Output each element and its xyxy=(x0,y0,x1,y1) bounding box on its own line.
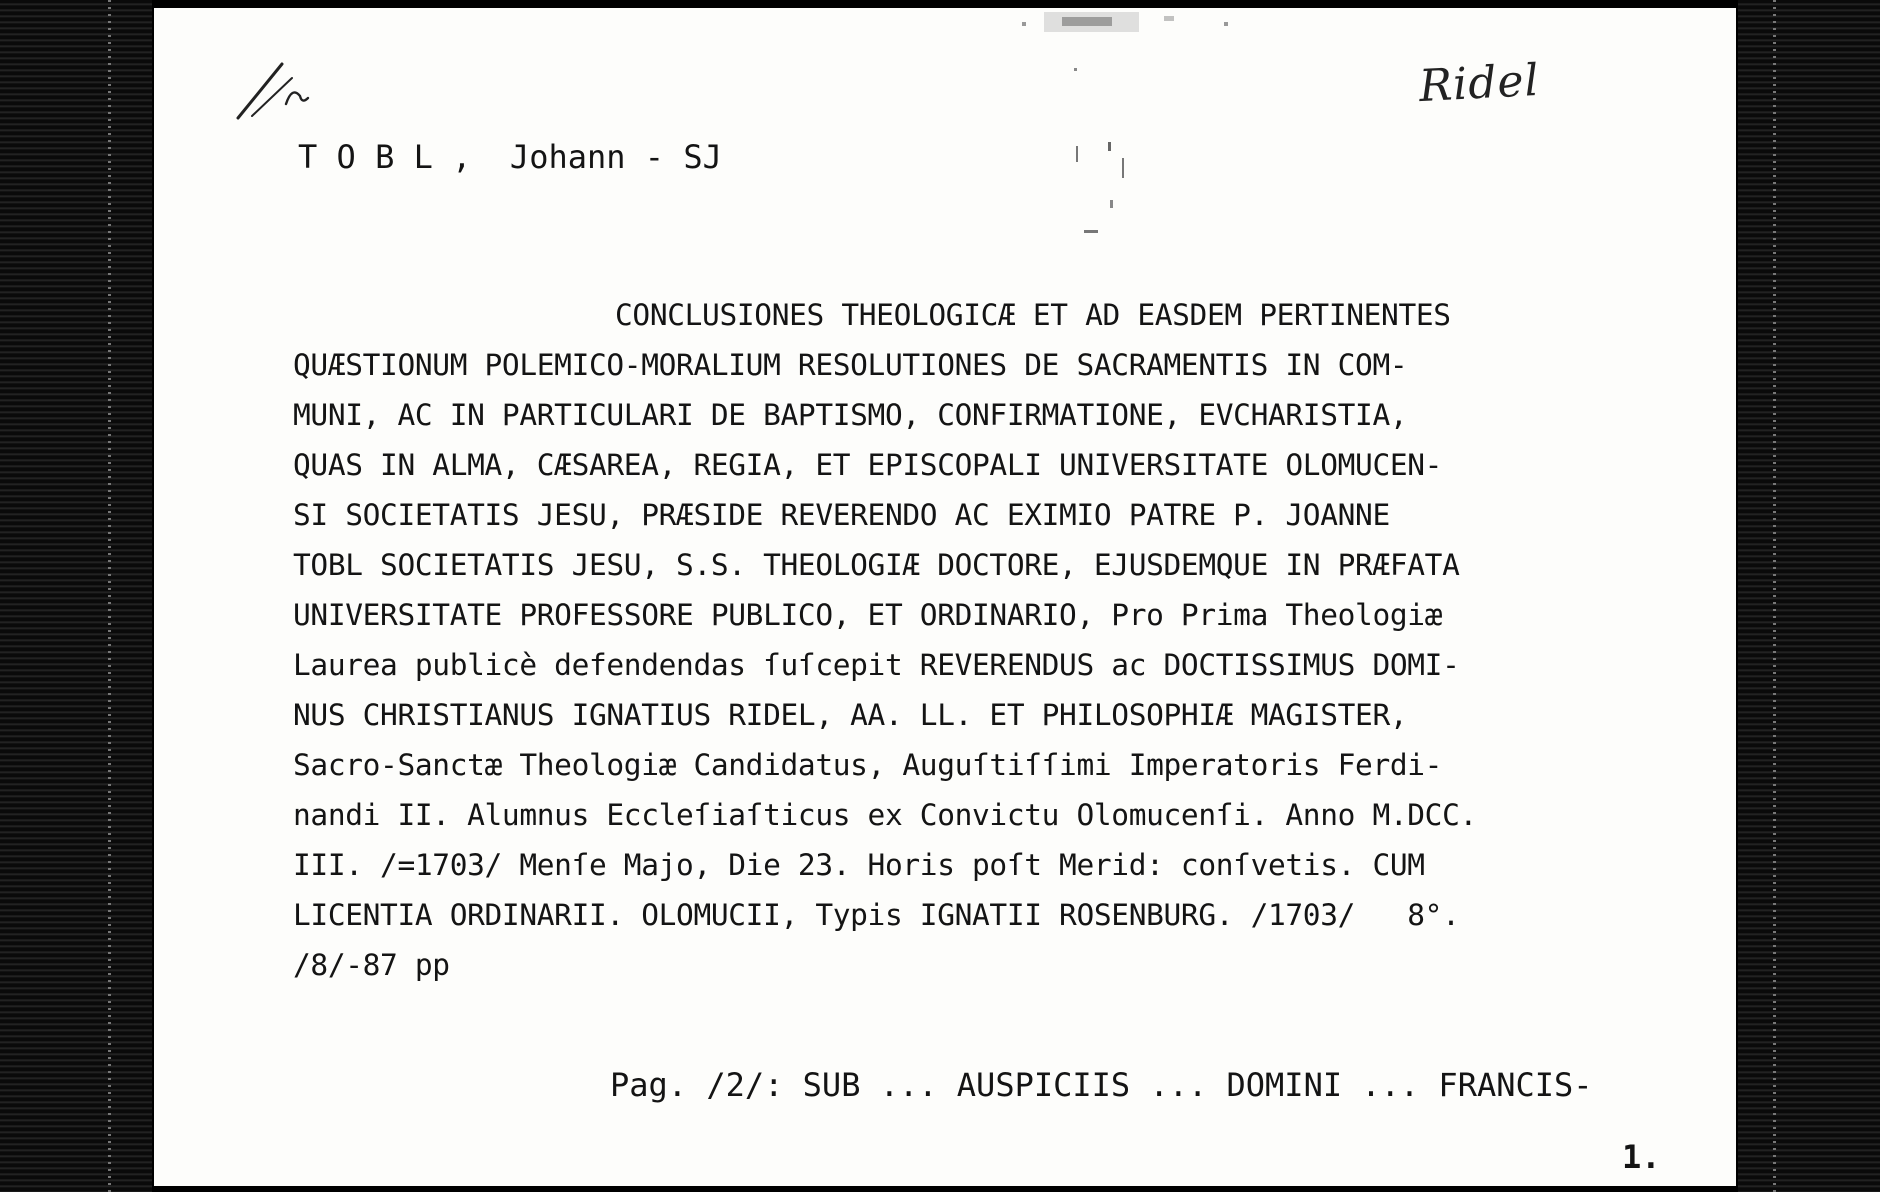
catalog-card xyxy=(154,8,1736,1186)
description-line: LICENTIA ORDINARII. OLOMUCII, Typis IGNATII ROSENBURG. /1703/ 8°. xyxy=(293,898,1460,932)
film-edge-right xyxy=(1738,0,1880,1192)
description-line: UNIVERSITATE PROFESSORE PUBLICO, ET ORDINARIO, Pro Prima Theologiæ xyxy=(293,598,1443,632)
description-line: SI SOCIETATIS JESU, PRÆSIDE REVERENDO AC EXIMIO PATRE P. JOANNE xyxy=(293,498,1390,532)
description-line: QUAS IN ALMA, CÆSAREA, REGIA, ET EPISCOPALI UNIVERSITATE OLOMUCEN- xyxy=(293,448,1443,482)
description-line: QUÆSTIONUM POLEMICO-MORALIUM RESOLUTIONES DE SACRAMENTIS IN COM- xyxy=(293,348,1408,382)
description-line: nandi II. Alumnus Eccleſiaſticus ex Convictu Olomucenſi. Anno M.DCC. xyxy=(293,798,1477,832)
description-line: III. /=1703/ Menſe Majo, Die 23. Horis poſt Merid: conſvetis. CUM xyxy=(293,848,1425,882)
handwritten-signature: Ridel xyxy=(1417,54,1541,113)
description-line: Sacro-Sanctæ Theologiæ Candidatus, Auguſtiſſimi Imperatoris Ferdi- xyxy=(293,748,1443,782)
scan-specks xyxy=(1014,8,1354,238)
description-line: /8/-87 pp xyxy=(293,948,450,982)
description-line: TOBL SOCIETATIS JESU, S.S. THEOLOGIÆ DOCTORE, EJUSDEMQUE IN PRÆFATA xyxy=(293,548,1460,582)
description-block xyxy=(293,290,1477,990)
description-line: MUNI, AC IN PARTICULARI DE BAPTISMO, CONFIRMATIONE, EVCHARISTIA, xyxy=(293,398,1408,432)
page-number: 1. xyxy=(1622,1138,1661,1176)
pagination-note: Pag. /2/: SUB ... AUSPICIIS ... DOMINI ... FRANCIS- xyxy=(610,1066,1593,1104)
description-line: CONCLUSIONES THEOLOGICÆ ET AD EASDEM PERTINENTES xyxy=(615,298,1451,332)
description-line: NUS CHRISTIANUS IGNATIUS RIDEL, AA. LL. ET PHILOSOPHIÆ MAGISTER, xyxy=(293,698,1408,732)
corner-handwritten-mark xyxy=(234,56,314,126)
film-edge-left xyxy=(0,0,152,1192)
description-line: Laurea publicè defendendas ſuſcepit REVERENDUS ac DOCTISSIMUS DOMI- xyxy=(293,648,1460,682)
card-heading: T O B L , Johann - SJ xyxy=(298,138,722,176)
